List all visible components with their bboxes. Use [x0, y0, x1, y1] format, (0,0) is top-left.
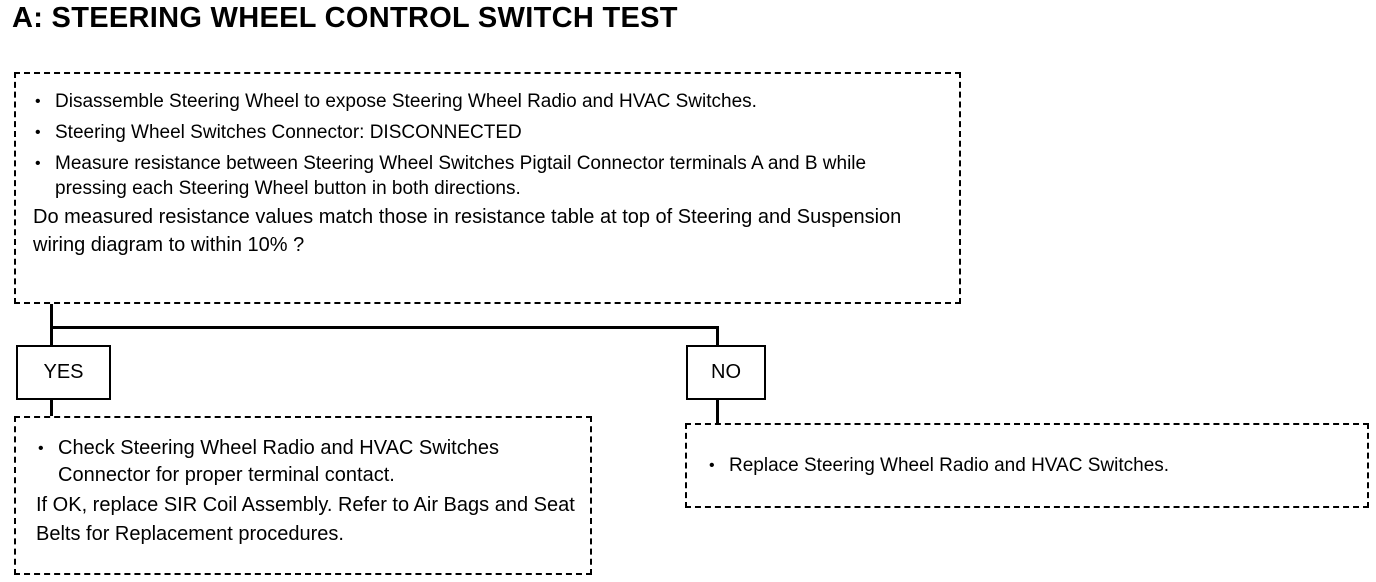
connector-line	[716, 326, 719, 346]
no-step: • Replace Steering Wheel Radio and HVAC Switches.	[707, 453, 1353, 478]
yes-steps-list	[36, 435, 576, 489]
connector-line	[50, 304, 53, 346]
test-steps-list	[33, 89, 941, 201]
no-result-box	[685, 423, 1369, 508]
yes-label-text: YES	[43, 361, 84, 383]
yes-label	[16, 345, 111, 400]
no-label	[686, 345, 766, 400]
yes-result-box	[14, 416, 592, 575]
yes-step: • Check Steering Wheel Radio and HVAC Switches Connector for proper terminal contact.	[36, 435, 576, 489]
test-step: • Measure resistance between Steering Wheel Switches Pigtail Connector terminals A and B while pressing each Steering Wheel button in both directions.	[33, 151, 941, 201]
no-label-text: NO	[711, 361, 741, 383]
test-procedure-box	[14, 72, 961, 304]
connector-line	[50, 399, 53, 417]
yes-instruction: If OK, replace SIR Coil Assembly. Refer to Air Bags and Seat Belts for Replacement procedures.	[36, 494, 575, 545]
test-step: • Disassemble Steering Wheel to expose Steering Wheel Radio and HVAC Switches.	[33, 89, 941, 114]
no-steps-list	[707, 453, 1353, 478]
test-question: Do measured resistance values match those in resistance table at top of Steering and Suspension wiring diagram to within 10% ?	[33, 206, 902, 256]
connector-line	[716, 399, 719, 425]
test-step: • Steering Wheel Switches Connector: DISCONNECTED	[33, 120, 941, 145]
connector-line	[50, 326, 719, 329]
page-title: A: STEERING WHEEL CONTROL SWITCH TEST	[12, 2, 678, 34]
